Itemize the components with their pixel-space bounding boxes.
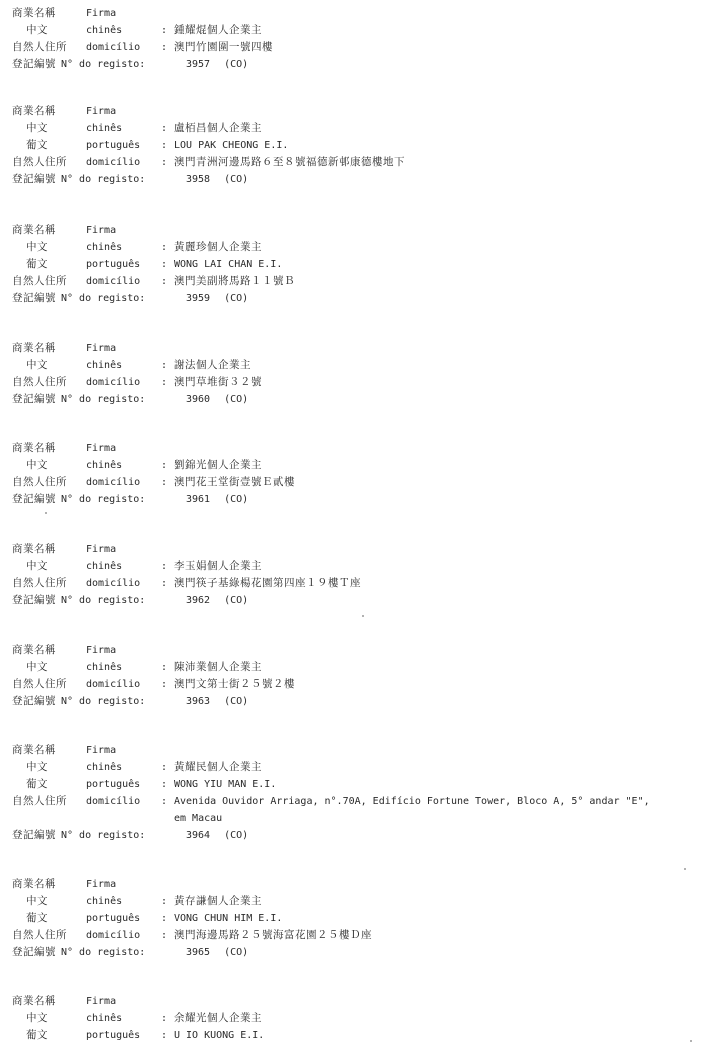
registration-label-pt: N° do registo: bbox=[61, 494, 146, 505]
registration-suffix: (CO) bbox=[224, 696, 249, 707]
registration-number-value: 3963 bbox=[186, 696, 211, 707]
domicile-line bbox=[12, 39, 702, 56]
domicile-line bbox=[12, 575, 702, 592]
domicile-line bbox=[12, 154, 702, 171]
registration-label bbox=[12, 693, 145, 710]
colon: : bbox=[161, 140, 168, 151]
colon: : bbox=[161, 259, 168, 270]
domicile-value: 澳門草堆街３２號 bbox=[174, 376, 262, 388]
registration-line bbox=[12, 592, 702, 609]
chinese-name-value: 陳沛業個人企業主 bbox=[174, 661, 262, 673]
colon: : bbox=[161, 242, 168, 253]
registration-suffix: (CO) bbox=[224, 494, 249, 505]
domicile-label-zh: 自然人住所 bbox=[12, 376, 67, 388]
registry-entry bbox=[12, 541, 702, 609]
registration-label bbox=[12, 171, 145, 188]
registration-label-zh: 登記編號 bbox=[12, 173, 56, 185]
registration-number-value: 3959 bbox=[186, 293, 211, 304]
chinese-name-line bbox=[12, 1010, 702, 1027]
scan-speck bbox=[45, 512, 47, 514]
domicile-value: 澳門美副將馬路１１號Ｂ bbox=[174, 275, 295, 287]
chinese-name-line bbox=[12, 357, 702, 374]
registration-number bbox=[186, 592, 248, 609]
registration-number-value: 3961 bbox=[186, 494, 211, 505]
firm-header-line bbox=[12, 440, 702, 457]
chinese-name-value: 謝法個人企業主 bbox=[174, 359, 251, 371]
chinese-name-line bbox=[12, 893, 702, 910]
chinese-name-line bbox=[12, 759, 702, 776]
chinese-label-pt: chinês bbox=[86, 123, 123, 134]
chinese-name-value: 黃耀民個人企業主 bbox=[174, 761, 262, 773]
registration-number bbox=[186, 491, 248, 508]
portuguese-name-line bbox=[12, 1027, 702, 1044]
registration-number bbox=[186, 391, 248, 408]
firm-label-pt: Firma bbox=[86, 745, 117, 756]
domicile-value-continued: em Macau bbox=[174, 813, 223, 824]
portuguese-label-pt: português bbox=[86, 1030, 141, 1041]
chinese-label-pt: chinês bbox=[86, 561, 123, 572]
portuguese-label-zh: 葡文 bbox=[26, 912, 48, 924]
domicile-label-pt: domicílio bbox=[86, 42, 141, 53]
domicile-line bbox=[12, 927, 702, 944]
domicile-label-zh: 自然人住所 bbox=[12, 41, 67, 53]
chinese-name-value: 余耀光個人企業主 bbox=[174, 1012, 262, 1024]
firm-header-line bbox=[12, 541, 702, 558]
colon: : bbox=[161, 157, 168, 168]
firm-label-pt: Firma bbox=[86, 443, 117, 454]
registry-entry bbox=[12, 876, 702, 961]
registration-line bbox=[12, 290, 702, 307]
colon: : bbox=[161, 460, 168, 471]
chinese-name-value: 劉錦光個人企業主 bbox=[174, 459, 262, 471]
registration-suffix: (CO) bbox=[224, 174, 249, 185]
registration-label-pt: N° do registo: bbox=[61, 830, 146, 841]
registration-label-zh: 登記編號 bbox=[12, 946, 56, 958]
chinese-label-pt: chinês bbox=[86, 662, 123, 673]
portuguese-name-line bbox=[12, 910, 702, 927]
portuguese-name-value: WONG YIU MAN E.I. bbox=[174, 779, 277, 790]
domicile-label-zh: 自然人住所 bbox=[12, 476, 67, 488]
registry-entry bbox=[12, 993, 702, 1044]
scan-speck bbox=[684, 868, 686, 870]
registration-suffix: (CO) bbox=[224, 947, 249, 958]
chinese-label-zh: 中文 bbox=[26, 359, 48, 371]
domicile-continuation-line bbox=[12, 810, 702, 827]
domicile-label-zh: 自然人住所 bbox=[12, 795, 67, 807]
colon: : bbox=[161, 477, 168, 488]
chinese-label-pt: chinês bbox=[86, 360, 123, 371]
chinese-label-pt: chinês bbox=[86, 896, 123, 907]
colon: : bbox=[161, 276, 168, 287]
domicile-value: Avenida Ouvidor Arriaga, n°.70A, Edifício Fortune Tower, Bloco A, 5° andar "E", bbox=[174, 796, 650, 807]
registration-number bbox=[186, 171, 248, 188]
registration-number-value: 3964 bbox=[186, 830, 211, 841]
registration-label-zh: 登記編號 bbox=[12, 58, 56, 70]
portuguese-label-pt: português bbox=[86, 140, 141, 151]
registration-line bbox=[12, 693, 702, 710]
firm-label-zh: 商業名稱 bbox=[12, 995, 56, 1007]
registration-label bbox=[12, 944, 145, 961]
registration-label bbox=[12, 290, 145, 307]
domicile-label-zh: 自然人住所 bbox=[12, 577, 67, 589]
registry-entry bbox=[12, 5, 702, 73]
domicile-label-pt: domicílio bbox=[86, 377, 141, 388]
colon: : bbox=[161, 913, 168, 924]
registration-suffix: (CO) bbox=[224, 595, 249, 606]
firm-label-zh: 商業名稱 bbox=[12, 878, 56, 890]
colon: : bbox=[161, 796, 168, 807]
registration-label-pt: N° do registo: bbox=[61, 595, 146, 606]
registration-label bbox=[12, 827, 145, 844]
registration-label-pt: N° do registo: bbox=[61, 59, 146, 70]
domicile-value: 澳門文第士街２５號２樓 bbox=[174, 678, 295, 690]
registry-entry bbox=[12, 642, 702, 710]
chinese-name-value: 鍾耀焜個人企業主 bbox=[174, 24, 262, 36]
colon: : bbox=[161, 377, 168, 388]
firm-label-pt: Firma bbox=[86, 879, 117, 890]
domicile-label-pt: domicílio bbox=[86, 796, 141, 807]
chinese-label-zh: 中文 bbox=[26, 895, 48, 907]
domicile-label-pt: domicílio bbox=[86, 276, 141, 287]
firm-label-zh: 商業名稱 bbox=[12, 7, 56, 19]
colon: : bbox=[161, 123, 168, 134]
firm-label-pt: Firma bbox=[86, 544, 117, 555]
registration-label bbox=[12, 592, 145, 609]
portuguese-label-zh: 葡文 bbox=[26, 258, 48, 270]
chinese-name-value: 李玉娟個人企業主 bbox=[174, 560, 262, 572]
registration-suffix: (CO) bbox=[224, 830, 249, 841]
registration-label bbox=[12, 491, 145, 508]
registration-suffix: (CO) bbox=[224, 394, 249, 405]
registration-label bbox=[12, 391, 145, 408]
chinese-name-value: 盧栢昌個人企業主 bbox=[174, 122, 262, 134]
firm-label-zh: 商業名稱 bbox=[12, 744, 56, 756]
domicile-line bbox=[12, 273, 702, 290]
firm-header-line bbox=[12, 742, 702, 759]
domicile-line bbox=[12, 374, 702, 391]
domicile-label-zh: 自然人住所 bbox=[12, 678, 67, 690]
colon: : bbox=[161, 360, 168, 371]
portuguese-name-value: LOU PAK CHEONG E.I. bbox=[174, 140, 289, 151]
registration-label-zh: 登記編號 bbox=[12, 493, 56, 505]
registration-label-pt: N° do registo: bbox=[61, 394, 146, 405]
colon: : bbox=[161, 679, 168, 690]
domicile-label-pt: domicílio bbox=[86, 578, 141, 589]
registration-line bbox=[12, 491, 702, 508]
chinese-label-zh: 中文 bbox=[26, 122, 48, 134]
portuguese-name-line bbox=[12, 137, 702, 154]
portuguese-name-value: WONG LAI CHAN E.I. bbox=[174, 259, 283, 270]
chinese-label-zh: 中文 bbox=[26, 761, 48, 773]
colon: : bbox=[161, 1030, 168, 1041]
registration-number-value: 3962 bbox=[186, 595, 211, 606]
firm-label-pt: Firma bbox=[86, 343, 117, 354]
colon: : bbox=[161, 1013, 168, 1024]
registry-entry bbox=[12, 222, 702, 307]
registry-entry bbox=[12, 103, 702, 188]
registration-number-value: 3960 bbox=[186, 394, 211, 405]
registration-label-zh: 登記編號 bbox=[12, 393, 56, 405]
firm-label-pt: Firma bbox=[86, 8, 117, 19]
registration-number bbox=[186, 827, 248, 844]
firm-label-zh: 商業名稱 bbox=[12, 543, 56, 555]
firm-label-zh: 商業名稱 bbox=[12, 224, 56, 236]
colon: : bbox=[161, 578, 168, 589]
registration-number bbox=[186, 693, 248, 710]
registry-entry bbox=[12, 440, 702, 508]
chinese-label-zh: 中文 bbox=[26, 24, 48, 36]
colon: : bbox=[161, 762, 168, 773]
chinese-name-value: 黃存謙個人企業主 bbox=[174, 895, 262, 907]
portuguese-label-zh: 葡文 bbox=[26, 139, 48, 151]
registration-label-pt: N° do registo: bbox=[61, 947, 146, 958]
domicile-label-pt: domicílio bbox=[86, 679, 141, 690]
registration-label-pt: N° do registo: bbox=[61, 174, 146, 185]
domicile-label-pt: domicílio bbox=[86, 477, 141, 488]
registration-label-zh: 登記編號 bbox=[12, 594, 56, 606]
registration-line bbox=[12, 56, 702, 73]
registration-suffix: (CO) bbox=[224, 59, 249, 70]
scan-speck bbox=[690, 1040, 692, 1042]
registration-label-zh: 登記編號 bbox=[12, 829, 56, 841]
firm-header-line bbox=[12, 5, 702, 22]
chinese-label-pt: chinês bbox=[86, 1013, 123, 1024]
registration-number-value: 3965 bbox=[186, 947, 211, 958]
registration-line bbox=[12, 827, 702, 844]
registration-label bbox=[12, 56, 145, 73]
domicile-label-zh: 自然人住所 bbox=[12, 929, 67, 941]
portuguese-label-zh: 葡文 bbox=[26, 1029, 48, 1041]
colon: : bbox=[161, 896, 168, 907]
firm-label-zh: 商業名稱 bbox=[12, 105, 56, 117]
chinese-name-line bbox=[12, 457, 702, 474]
chinese-name-line bbox=[12, 239, 702, 256]
registration-number bbox=[186, 290, 248, 307]
registry-entry bbox=[12, 340, 702, 408]
registration-label-zh: 登記編號 bbox=[12, 695, 56, 707]
registration-line bbox=[12, 391, 702, 408]
firm-label-zh: 商業名稱 bbox=[12, 644, 56, 656]
chinese-label-pt: chinês bbox=[86, 460, 123, 471]
registration-label-pt: N° do registo: bbox=[61, 696, 146, 707]
domicile-value: 澳門竹園圍一號四樓 bbox=[174, 41, 273, 53]
domicile-value: 澳門花王堂街壹號Ｅ貳樓 bbox=[174, 476, 295, 488]
firm-header-line bbox=[12, 642, 702, 659]
firm-header-line bbox=[12, 876, 702, 893]
registration-line bbox=[12, 944, 702, 961]
registration-label-zh: 登記編號 bbox=[12, 292, 56, 304]
chinese-name-line bbox=[12, 659, 702, 676]
firm-label-pt: Firma bbox=[86, 645, 117, 656]
registration-suffix: (CO) bbox=[224, 293, 249, 304]
registration-number-value: 3958 bbox=[186, 174, 211, 185]
registration-label-pt: N° do registo: bbox=[61, 293, 146, 304]
domicile-value: 澳門青洲河邊馬路６至８號福德新邨康德樓地下 bbox=[174, 156, 405, 168]
registry-entry bbox=[12, 742, 702, 844]
portuguese-label-pt: português bbox=[86, 259, 141, 270]
firm-label-pt: Firma bbox=[86, 225, 117, 236]
domicile-label-zh: 自然人住所 bbox=[12, 275, 67, 287]
portuguese-name-value: VONG CHUN HIM E.I. bbox=[174, 913, 283, 924]
firm-label-pt: Firma bbox=[86, 996, 117, 1007]
chinese-label-zh: 中文 bbox=[26, 1012, 48, 1024]
portuguese-name-line bbox=[12, 256, 702, 273]
domicile-value: 澳門海邊馬路２５號海富花園２５樓Ｄ座 bbox=[174, 929, 372, 941]
chinese-label-pt: chinês bbox=[86, 242, 123, 253]
firm-header-line bbox=[12, 340, 702, 357]
firm-label-zh: 商業名稱 bbox=[12, 342, 56, 354]
portuguese-label-zh: 葡文 bbox=[26, 778, 48, 790]
domicile-value: 澳門筷子基綠楊花園第四座１９樓Ｔ座 bbox=[174, 577, 361, 589]
firm-header-line bbox=[12, 222, 702, 239]
colon: : bbox=[161, 662, 168, 673]
chinese-label-zh: 中文 bbox=[26, 661, 48, 673]
chinese-label-pt: chinês bbox=[86, 762, 123, 773]
colon: : bbox=[161, 42, 168, 53]
registration-number-value: 3957 bbox=[186, 59, 211, 70]
chinese-name-line bbox=[12, 120, 702, 137]
firm-label-zh: 商業名稱 bbox=[12, 442, 56, 454]
portuguese-label-pt: português bbox=[86, 913, 141, 924]
colon: : bbox=[161, 561, 168, 572]
firm-header-line bbox=[12, 993, 702, 1010]
portuguese-label-pt: português bbox=[86, 779, 141, 790]
registration-line bbox=[12, 171, 702, 188]
domicile-line bbox=[12, 793, 702, 810]
firm-label-pt: Firma bbox=[86, 106, 117, 117]
domicile-label-pt: domicílio bbox=[86, 930, 141, 941]
portuguese-name-line bbox=[12, 776, 702, 793]
domicile-line bbox=[12, 676, 702, 693]
chinese-name-line bbox=[12, 22, 702, 39]
domicile-label-zh: 自然人住所 bbox=[12, 156, 67, 168]
chinese-name-value: 黃麗珍個人企業主 bbox=[174, 241, 262, 253]
chinese-label-zh: 中文 bbox=[26, 459, 48, 471]
chinese-name-line bbox=[12, 558, 702, 575]
registration-number bbox=[186, 56, 248, 73]
domicile-line bbox=[12, 474, 702, 491]
domicile-label-pt: domicílio bbox=[86, 157, 141, 168]
scan-speck bbox=[362, 615, 364, 617]
registration-number bbox=[186, 944, 248, 961]
chinese-label-pt: chinês bbox=[86, 25, 123, 36]
colon: : bbox=[161, 779, 168, 790]
firm-header-line bbox=[12, 103, 702, 120]
portuguese-name-value: U IO KUONG E.I. bbox=[174, 1030, 265, 1041]
colon: : bbox=[161, 25, 168, 36]
colon: : bbox=[161, 930, 168, 941]
chinese-label-zh: 中文 bbox=[26, 560, 48, 572]
chinese-label-zh: 中文 bbox=[26, 241, 48, 253]
